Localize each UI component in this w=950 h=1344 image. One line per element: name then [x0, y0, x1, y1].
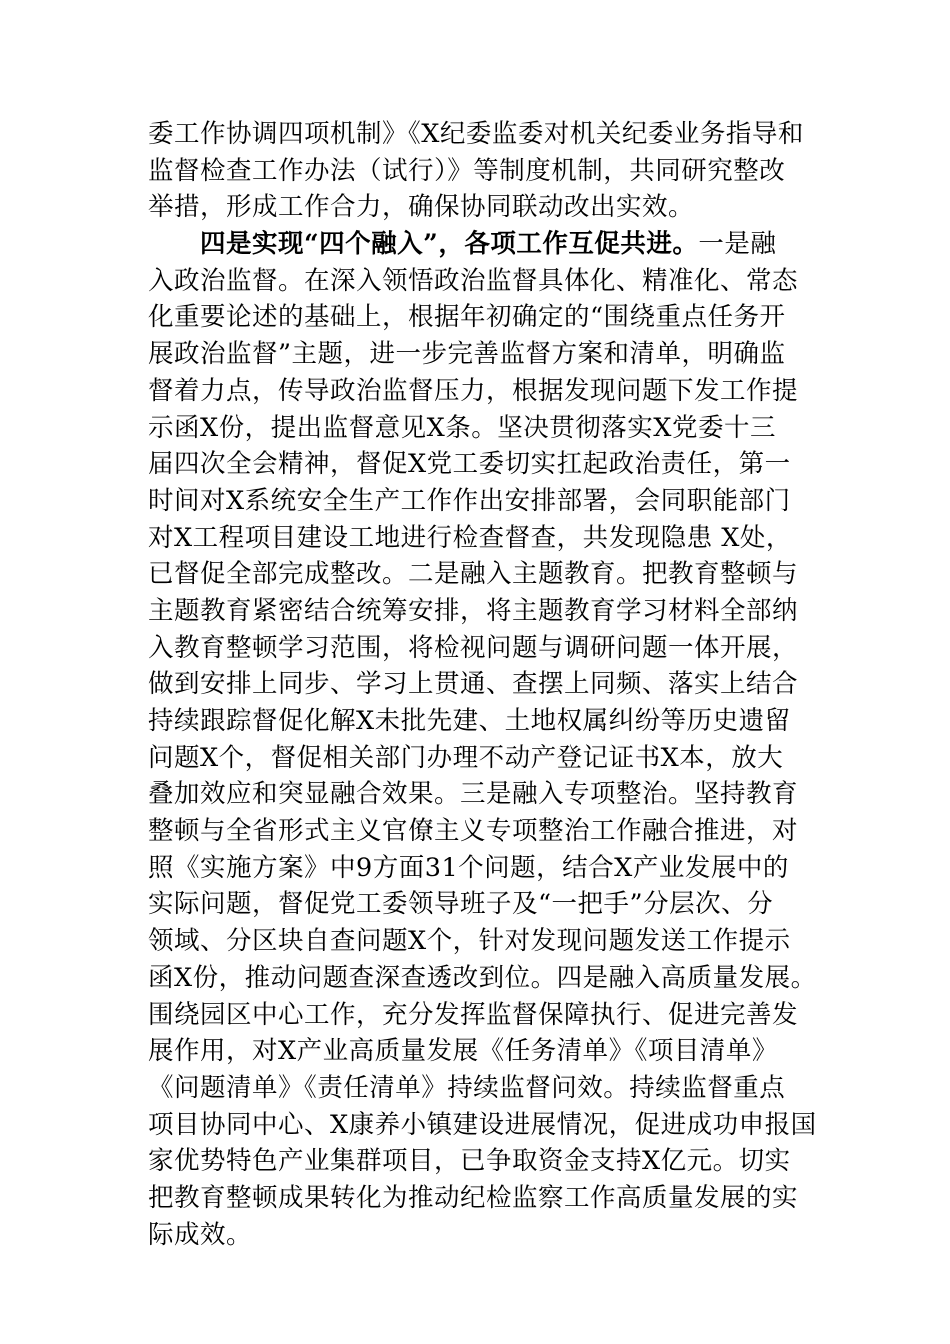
text-line: 已督促全部完成整改。二是融入主题教育。把教育整顿与: [148, 559, 799, 590]
text-line: 家优势特色产业集群项目，已争取资金支持X亿元。切实: [148, 1146, 791, 1177]
text-line: 持续跟踪督促化解X未批先建、土地权属纠纷等历史遗留: [148, 706, 791, 736]
text-line: 示函X份，提出监督意见X条。坚决贯彻落实X党委十三: [148, 412, 776, 443]
text-line: 对X工程项目建设工地进行检查督查，共发现隐患 X处，: [148, 522, 792, 553]
text-line: 照《实施方案》中9方面31个问题，结合X产业发展中的: [148, 852, 789, 883]
paragraph-coordination-mechanisms: [148, 116, 828, 226]
text-line: 《问题清单》《责任清单》持续监督问效。持续监督重点: [148, 1072, 786, 1103]
text-line: 化重要论述的基础上，根据年初确定的“围绕重点任务开: [148, 302, 786, 333]
text-line: 实际问题，督促党工委领导班子及“一把手”分层次、分: [148, 889, 774, 920]
text-line: 展政治监督”主题，进一步完善监督方案和清单，明确监: [148, 339, 786, 370]
text-line: 问题X个，督促相关部门办理不动产登记证书X本，放大: [148, 742, 784, 773]
text-line: 督着力点，传导政治监督压力，根据发现问题下发工作提: [148, 375, 799, 406]
text-line: 整顿与全省形式主义官僚主义专项整治工作融合推进，对: [148, 816, 799, 847]
text-line: 时间对X系统安全生产工作作出安排部署，会同职能部门: [148, 485, 791, 516]
text-line: 举措，形成工作合力，确保协同联动改出实效。: [148, 192, 695, 223]
paragraph-four-integrations: [148, 226, 828, 1253]
text-line: 监督检查工作办法（试行）》等制度机制，共同研究整改: [148, 155, 786, 186]
text-line: 际成效。: [148, 1219, 253, 1250]
text-line: 届四次全会精神，督促X党工委切实扛起政治责任，第一: [148, 449, 791, 480]
text-line: 叠加效应和突显融合效果。三是融入专项整治。坚持教育: [148, 779, 799, 810]
document-body: [148, 116, 828, 1253]
text-line: 领域、分区块自查问题X个，针对发现问题发送工作提示: [148, 926, 791, 957]
text-line: 展作用，对X产业高质量发展《任务清单》《项目清单》: [148, 1036, 778, 1067]
text-line: 主题教育紧密结合统筹安排，将主题教育学习材料全部纳: [148, 595, 799, 626]
paragraph-lead-text: 一是融: [698, 229, 777, 260]
text-line: 围绕园区中心工作，充分发挥监督保障执行、促进完善发: [148, 999, 799, 1030]
paragraph-heading: 四是实现“四个融入”，各项工作互促共进。: [200, 229, 699, 260]
text-line: 做到安排上同步、学习上贯通、查摆上同频、落实上结合: [148, 669, 799, 700]
text-line: 入教育整顿学习范围，将检视问题与调研问题一体开展，: [148, 632, 799, 663]
paragraph-lead-line: [148, 226, 828, 263]
text-line: 函X份，推动问题查深查透改到位。四是融入高质量发展。: [148, 962, 817, 993]
text-line: 把教育整顿成果转化为推动纪检监察工作高质量发展的实: [148, 1182, 799, 1213]
text-line: 项目协同中心、X康养小镇建设进展情况，促进成功申报国: [148, 1109, 817, 1140]
text-line: 入政治监督。在深入领悟政治监督具体化、精准化、常态: [148, 265, 799, 296]
text-line: 委工作协调四项机制》《X纪委监委对机关纪委业务指导和: [148, 119, 804, 149]
